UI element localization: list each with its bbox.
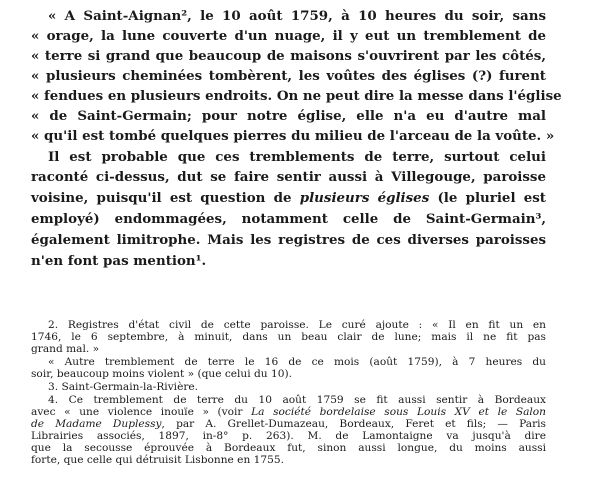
footnote-2b-line-1: « Autre tremblement de terre le 16 de ce mois (août 1759), à 7 heures du bbox=[48, 356, 546, 368]
footnote-4-line-6: forte, que celle qui détruisit Lisbonne en 1755. bbox=[31, 454, 284, 466]
paragraph-line-5: également limitrophe. Mais les registres de ces diverses paroisses bbox=[31, 232, 546, 248]
quote-line-5: « fendues en plusieurs endroits. On ne peut dire la messe dans l'église bbox=[31, 88, 562, 104]
quote-line-2: « orage, la lune couverte d'un nuage, il y eut un tremblement de bbox=[31, 28, 546, 44]
footnote-4-line-2-start: avec « une violence inouïe » (voir bbox=[31, 406, 252, 418]
footnote-2-line-1: 2. Registres d'état civil de cette paroisse. Le curé ajoute : « Il en fit un en bbox=[48, 319, 546, 331]
footnote-2-line-2: 1746, le 6 septembre, à minuit, dans un beau clair de lune; mais il ne fit pas bbox=[31, 331, 546, 343]
quote-line-3: « terre si grand que beaucoup de maisons s'ouvrirent par les côtés, bbox=[31, 48, 546, 64]
paragraph-line-4: employé) endommagées, notamment celle de Saint-Germain³, bbox=[31, 211, 546, 227]
footnote-2b-line-2: soir, beaucoup moins violent » (que celui du 10). bbox=[31, 368, 292, 380]
quote-line-7: « qu'il est tombé quelques pierres du milieu de l'arceau de la voûte. » bbox=[31, 128, 555, 144]
footnote-4-line-5: que la secousse éprouvée à Bordeaux fut, sinon aussi longue, du moins aussi bbox=[31, 442, 546, 454]
paragraph-line-1: Il est probable que ces tremblements de terre, surtout celui bbox=[48, 149, 546, 165]
italic-phrase: plusieurs églises bbox=[299, 190, 430, 206]
footnote-4-line-3-end: , par A. Grellet-Dumazeau, Bordeaux, Feret et fils; — Paris bbox=[161, 418, 546, 430]
paragraph-line-6: n'en font pas mention¹. bbox=[31, 253, 207, 269]
paragraph-line-2: raconté ci-dessus, dut se faire sentir aussi à Villegouge, paroisse bbox=[31, 169, 546, 185]
quote-line-1: « A Saint-Aignan², le 10 août 1759, à 10 heures du soir, sans bbox=[48, 8, 546, 24]
footnote-4-line-4: Librairies associés, 1897, in-8° p. 263). M. de Lamontaigne va jusqu'à dire bbox=[31, 430, 546, 442]
paragraph-line-3-start: voisine, puisqu'il est question de bbox=[31, 190, 300, 206]
paragraph-line-3 bbox=[31, 188, 546, 208]
footnote-4-book-title: La société bordelaise sous Louis XV et le Salon bbox=[251, 406, 547, 418]
quote-line-6: « de Saint-Germain; pour notre église, elle n'a eu d'autre mal bbox=[31, 108, 546, 124]
paragraph-line-3-end: (le pluriel est bbox=[429, 190, 546, 206]
footnote-4-line-1: 4. Ce tremblement de terre du 10 août 1759 se fit aussi sentir à Bordeaux bbox=[48, 394, 546, 406]
footnote-4-book-title-cont: de Madame Duplessy bbox=[31, 418, 162, 430]
footnote-2-line-3: grand mal. » bbox=[31, 343, 100, 355]
footnote-3: 3. Saint-Germain-la-Rivière. bbox=[48, 381, 199, 393]
quote-line-4: « plusieurs cheminées tombèrent, les voûtes des églises (?) furent bbox=[31, 68, 546, 84]
